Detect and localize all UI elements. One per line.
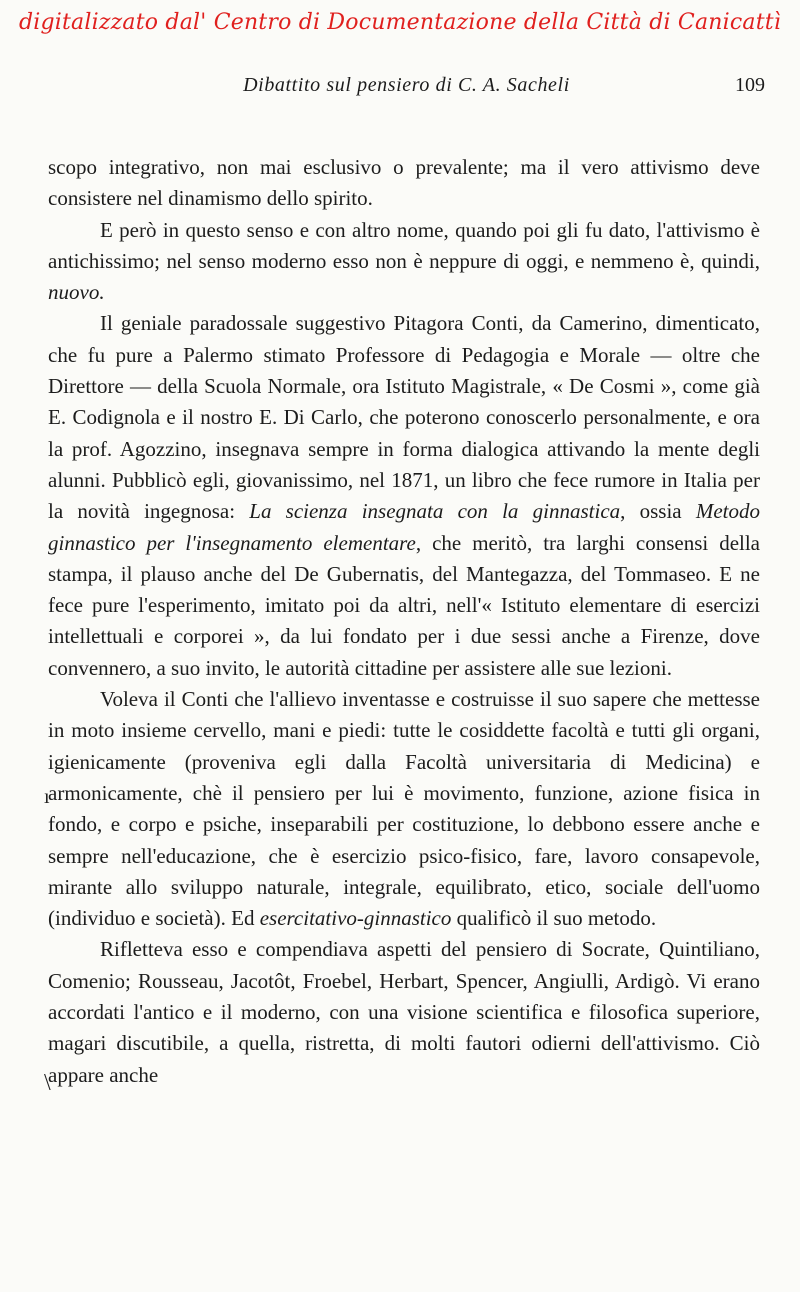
book-subtitle: Metodo ginnastico per l'insegnamento elementare xyxy=(48,499,760,555)
italic-word: nuovo. xyxy=(48,280,105,305)
paragraph-text: scopo integrativo, non mai esclusivo o prevalente; ma il vero attivismo deve consistere nel dinamismo dello spirito. xyxy=(48,155,760,211)
running-header xyxy=(48,74,765,102)
margin-mark: \ xyxy=(44,1070,51,1096)
paragraph-text: Il geniale paradossale suggestivo Pitagora Conti, da Camerino, dimenticato, che fu pure a Palermo stimato Professore di Pedagogia e Morale — oltre che Direttore — della Scuola Normale, ora Istituto Magistrale, « De Cosmi », come già E. Codignola e il nostro E. Di Carlo, che poterono conoscerlo personalmente, e ora la prof. Agozzino, insegnava sempre in forma dialogica attivando la mente degli alunni. Pubblicò egli, giovanissimo, nel 1871, un libro che fece rumore in Italia per la novità ingegnosa: xyxy=(48,311,760,524)
book-title: La scienza insegnata con la ginnastica xyxy=(249,499,621,524)
paragraph-text: E però in questo senso e con altro nome, quando poi gli fu dato, l'attivismo è antichissimo; nel senso moderno esso non è neppure di oggi, e nemmeno è, quindi, xyxy=(48,217,760,273)
italic-term: esercitativo-ginnastico xyxy=(259,906,452,931)
paragraph-text: , ossia xyxy=(620,499,696,524)
running-header-title: Dibattito sul pensiero di C. A. Sacheli xyxy=(243,74,570,96)
paragraph-text: , che meritò, tra larghi consensi della stampa, il plauso anche del De Gubernatis, del Mantegazza, del Tommaseo. E ne fece pure l'esperimento, imitato poi da altri, nell'« Istituto elementare di esercizi intellettuali e corporei », da lui fondato per i due sessi anche a Firenze, dove convennero, a suo invito, le autorità cittadine per assistere alle sue lezioni. xyxy=(48,530,760,680)
paragraph-4 xyxy=(48,684,760,934)
page-number: 109 xyxy=(735,74,765,96)
paragraph-3 xyxy=(48,308,760,684)
paragraph-text: qualificò il suo metodo. xyxy=(451,906,657,931)
paragraph-1 xyxy=(48,152,760,215)
paragraph-5 xyxy=(48,934,760,1090)
paragraph-text: Rifletteva esso e compendiava aspetti del pensiero di Socrate, Quintiliano, Comenio; Rousseau, Jacotôt, Froebel, Herbart, Spencer, Angiulli, Ardigò. Vi erano accordati l'antico e il moderno, con una visione scientifica e filosofica superiore, magari discutibile, a quella, ristretta, di molti fautori odierni dell'attivismo. Ciò appare anche xyxy=(48,937,760,1087)
paragraph-2 xyxy=(48,215,760,309)
margin-mark: ı xyxy=(44,786,50,808)
digitization-watermark: digitalizzato dal' Centro di Documentazione della Città di Canicattì xyxy=(18,10,782,35)
paragraph-text: Voleva il Conti che l'allievo inventasse e costruisse il suo sapere che mettesse in moto insieme cervello, mani e piedi: tutte le cosiddette facoltà e tutti gli organi, igienicamente (proveniva egli dalla Facoltà universitaria di Medicina) e armonicamente, chè il pensiero per lui è movimento, funzione, azione fisica in fondo, e corpo e psiche, inseparabili per costituzione, lo debbono essere anche e sempre nell'educazione, che è esercizio psico-fisico, fare, lavoro consapevole, mirante allo sviluppo naturale, integrale, equilibrato, etico, sociale dell'uomo (individuo e società). Ed xyxy=(48,687,760,931)
body-text xyxy=(48,152,760,1091)
